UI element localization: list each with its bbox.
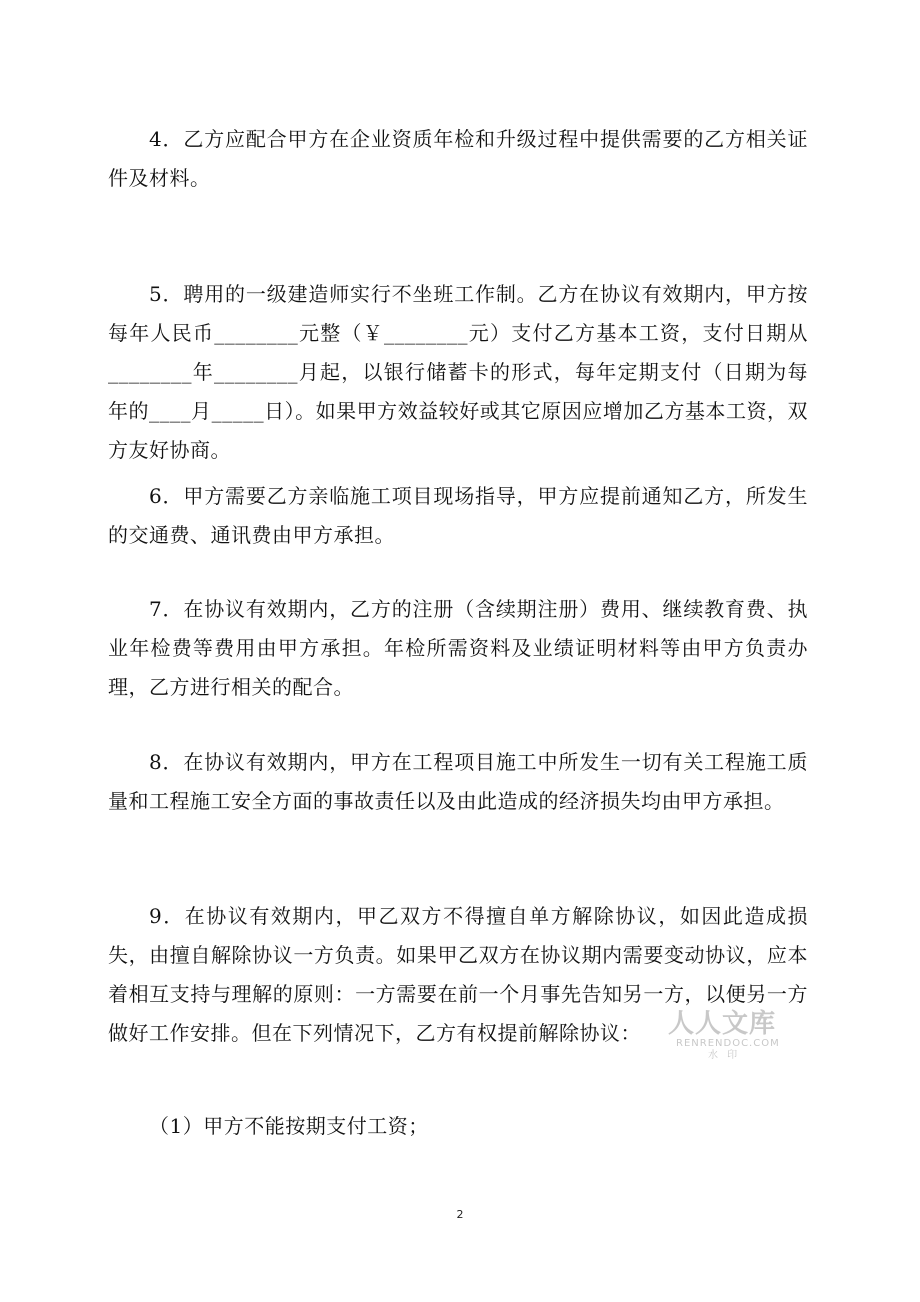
clause-9: 9．在协议有效期内，甲乙双方不得擅自单方解除协议，如因此造成损失，由擅自解除协议一方负责。如果甲乙双方在协议期内需要变动协议，应本着相互支持与理解的原则：一方需要在前一个月事先告知另一方，以便另一方做好工作安排。但在下列情况下，乙方有权提前解除协议： — [108, 904, 808, 1045]
clause-7: 7．在协议有效期内，乙方的注册（含续期注册）费用、继续教育费、执业年检费等费用由甲方承担。年检所需资料及业绩证明材料等由甲方负责办理，乙方进行相关的配合。 — [108, 597, 808, 699]
clause-4: 4．乙方应配合甲方在企业资质年检和升级过程中提供需要的乙方相关证件及材料。 — [108, 127, 808, 190]
watermark-title: 人人文库 — [668, 1009, 777, 1039]
watermark-tag: 水 印 — [708, 1050, 741, 1061]
clause-8: 8．在协议有效期内，甲方在工程项目施工中所发生一切有关工程施工质量和工程施工安全方面的事故责任以及由此造成的经济损失均由甲方承担。 — [108, 750, 808, 813]
clause-5: 5．聘用的一级建造师实行不坐班工作制。乙方在协议有效期内，甲方按每年人民币________元整（￥________元）支付乙方基本工资，支付日期从________年________月起，以银行储蓄卡的形式，每年定期支付（日期为每年的____月_____日）。如果甲方效益较好或其它原因应增加乙方基本工资，双方友好协商。 — [108, 282, 808, 462]
watermark-domain: RENRENDOC.COM — [676, 1038, 780, 1049]
sub-item-1: （1）甲方不能按期支付工资； — [149, 1114, 429, 1138]
page-number: 2 — [456, 1208, 464, 1221]
clause-6: 6．甲方需要乙方亲临施工项目现场指导，甲方应提前通知乙方，所发生的交通费、通讯费由甲方承担。 — [108, 484, 808, 547]
